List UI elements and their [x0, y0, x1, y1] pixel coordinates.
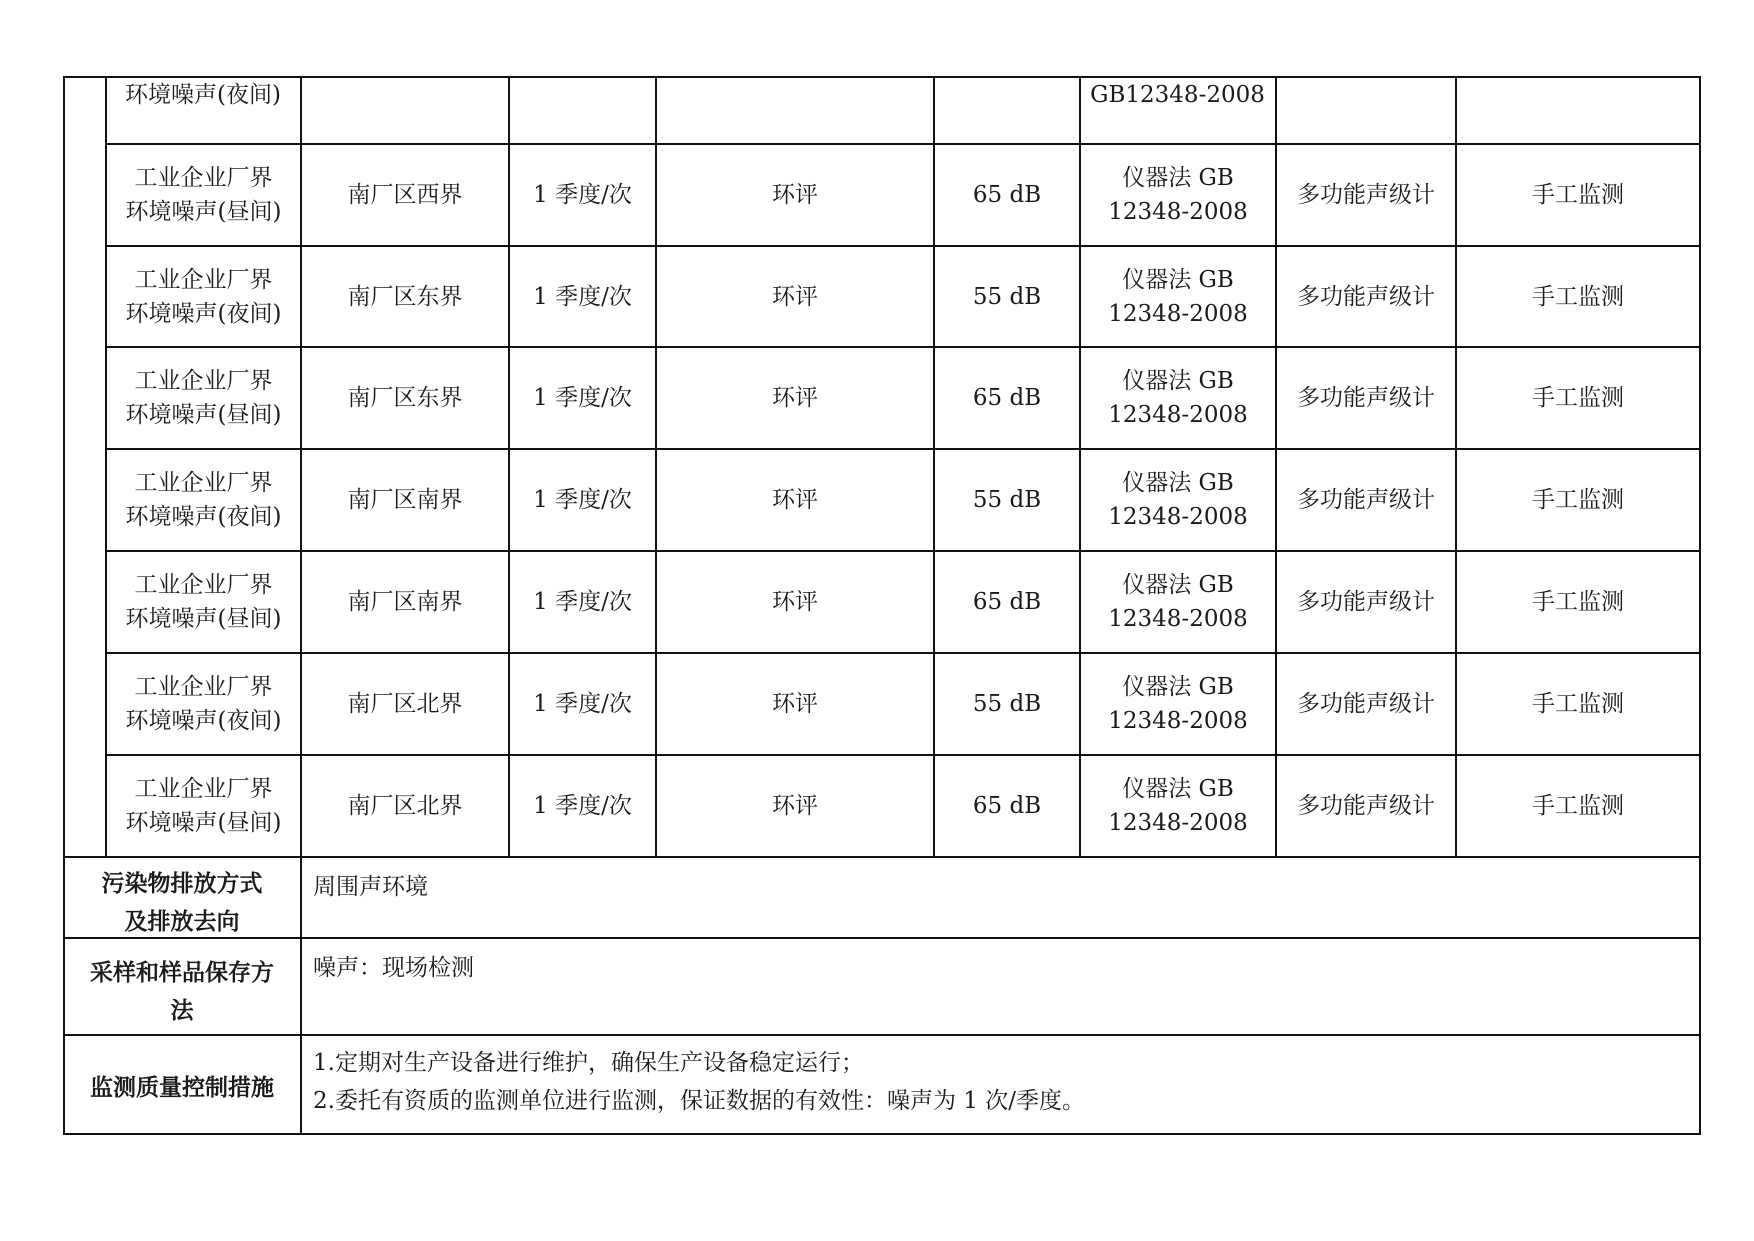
table-cell-item: 工业企业厂界 环境噪声(昼间) [125, 368, 282, 428]
table-cell-instrument: 多功能声级计 [1297, 283, 1435, 310]
table-cell-method: 仪器法 GB 12348-2008 [1108, 368, 1248, 428]
table-cell-instrument: 多功能声级计 [1297, 691, 1435, 717]
table-cell-basis: 环评 [772, 182, 818, 208]
table-cell-location: 南厂区西界 [347, 182, 463, 208]
table-cell-mode: 手工监测 [1532, 182, 1624, 208]
table-cell-frequency: 1 季度/次 [533, 793, 632, 819]
table-cell-location: 南厂区东界 [347, 283, 463, 310]
table-cell-method: 仪器法 GB 12348-2008 [1108, 776, 1248, 836]
table-cell-basis: 环评 [772, 385, 818, 411]
table-cell-limit: 65 dB [972, 793, 1042, 819]
table-cell-frequency: 1 季度/次 [533, 589, 632, 615]
table-cell-mode: 手工监测 [1532, 793, 1624, 819]
monitoring-table [63, 76, 1700, 1135]
table-cell-item: 工业企业厂界 环境噪声(夜间) [125, 470, 282, 530]
table-cell-mode: 手工监测 [1532, 283, 1624, 310]
table-cell-frequency: 1 季度/次 [533, 182, 632, 208]
quality-item-2: 2.委托有资质的监测单位进行监测，保证数据的有效性：噪声为 1 次/季度。 [313, 1088, 1085, 1114]
table-cell-instrument: 多功能声级计 [1297, 487, 1435, 513]
table-cell-method: 仪器法 GB 12348-2008 [1108, 165, 1248, 225]
table-cell-location: 南厂区北界 [347, 793, 463, 819]
table-cell-basis: 环评 [772, 793, 818, 819]
table-cell-instrument: 多功能声级计 [1297, 793, 1435, 819]
table-cell-item: 工业企业厂界 环境噪声(昼间) [125, 776, 282, 836]
table-cell-limit: 65 dB [972, 182, 1042, 208]
table-cell-item: 工业企业厂界 环境噪声(昼间) [125, 572, 282, 632]
table-cell-location: 南厂区南界 [347, 589, 463, 615]
table-cell-frequency: 1 季度/次 [533, 385, 632, 411]
table-cell-basis: 环评 [772, 283, 818, 310]
table-cell-limit: 55 dB [972, 691, 1042, 717]
table-cell-limit: 65 dB [972, 385, 1042, 411]
table-cell-frequency: 1 季度/次 [533, 283, 632, 310]
table-cell-instrument: 多功能声级计 [1297, 182, 1435, 208]
table-cell-method: 仪器法 GB 12348-2008 [1108, 266, 1248, 327]
table-cell-limit: 55 dB [972, 283, 1042, 310]
discharge-label: 污染物排放方式 及排放去向 [101, 870, 263, 935]
sampling-label: 采样和样品保存方 法 [90, 959, 274, 1024]
table-cell-instrument: 多功能声级计 [1297, 385, 1435, 411]
table-cell-mode: 手工监测 [1532, 385, 1624, 411]
table-cell-location: 南厂区南界 [347, 487, 463, 513]
quality-label: 监测质量控制措施 [90, 1074, 274, 1101]
table-cell-item: 工业企业厂界 环境噪声(夜间) [125, 266, 282, 327]
quality-item-1: 1.定期对生产设备进行维护，确保生产设备稳定运行； [313, 1050, 864, 1076]
sampling-value: 噪声：现场检测 [313, 955, 474, 981]
table-cell-method: 仪器法 GB 12348-2008 [1108, 674, 1248, 734]
table-cell-basis: 环评 [772, 589, 818, 615]
table-cell-frequency: 1 季度/次 [533, 487, 632, 513]
table-cell-basis: 环评 [772, 487, 818, 513]
table-cell-mode: 手工监测 [1532, 589, 1624, 615]
table-cell-mode: 手工监测 [1532, 691, 1624, 717]
table-cell-frequency: 1 季度/次 [533, 691, 632, 717]
table-cell-instrument: 多功能声级计 [1297, 589, 1435, 615]
partial-row-method: GB12348-2008 [1090, 82, 1265, 108]
partial-row-item: 环境噪声(夜间) [125, 82, 281, 108]
table-cell-location: 南厂区东界 [347, 385, 463, 411]
table-cell-item: 工业企业厂界 环境噪声(夜间) [125, 674, 282, 734]
table-cell-item: 工业企业厂界 环境噪声(昼间) [125, 165, 282, 225]
table-cell-limit: 55 dB [972, 487, 1042, 513]
table-cell-limit: 65 dB [972, 589, 1042, 615]
table-cell-method: 仪器法 GB 12348-2008 [1108, 572, 1248, 632]
table-cell-method: 仪器法 GB 12348-2008 [1108, 470, 1248, 530]
table-cell-basis: 环评 [772, 691, 818, 717]
table-cell-mode: 手工监测 [1532, 487, 1624, 513]
discharge-value: 周围声环境 [313, 874, 428, 900]
table-cell-location: 南厂区北界 [347, 691, 463, 717]
